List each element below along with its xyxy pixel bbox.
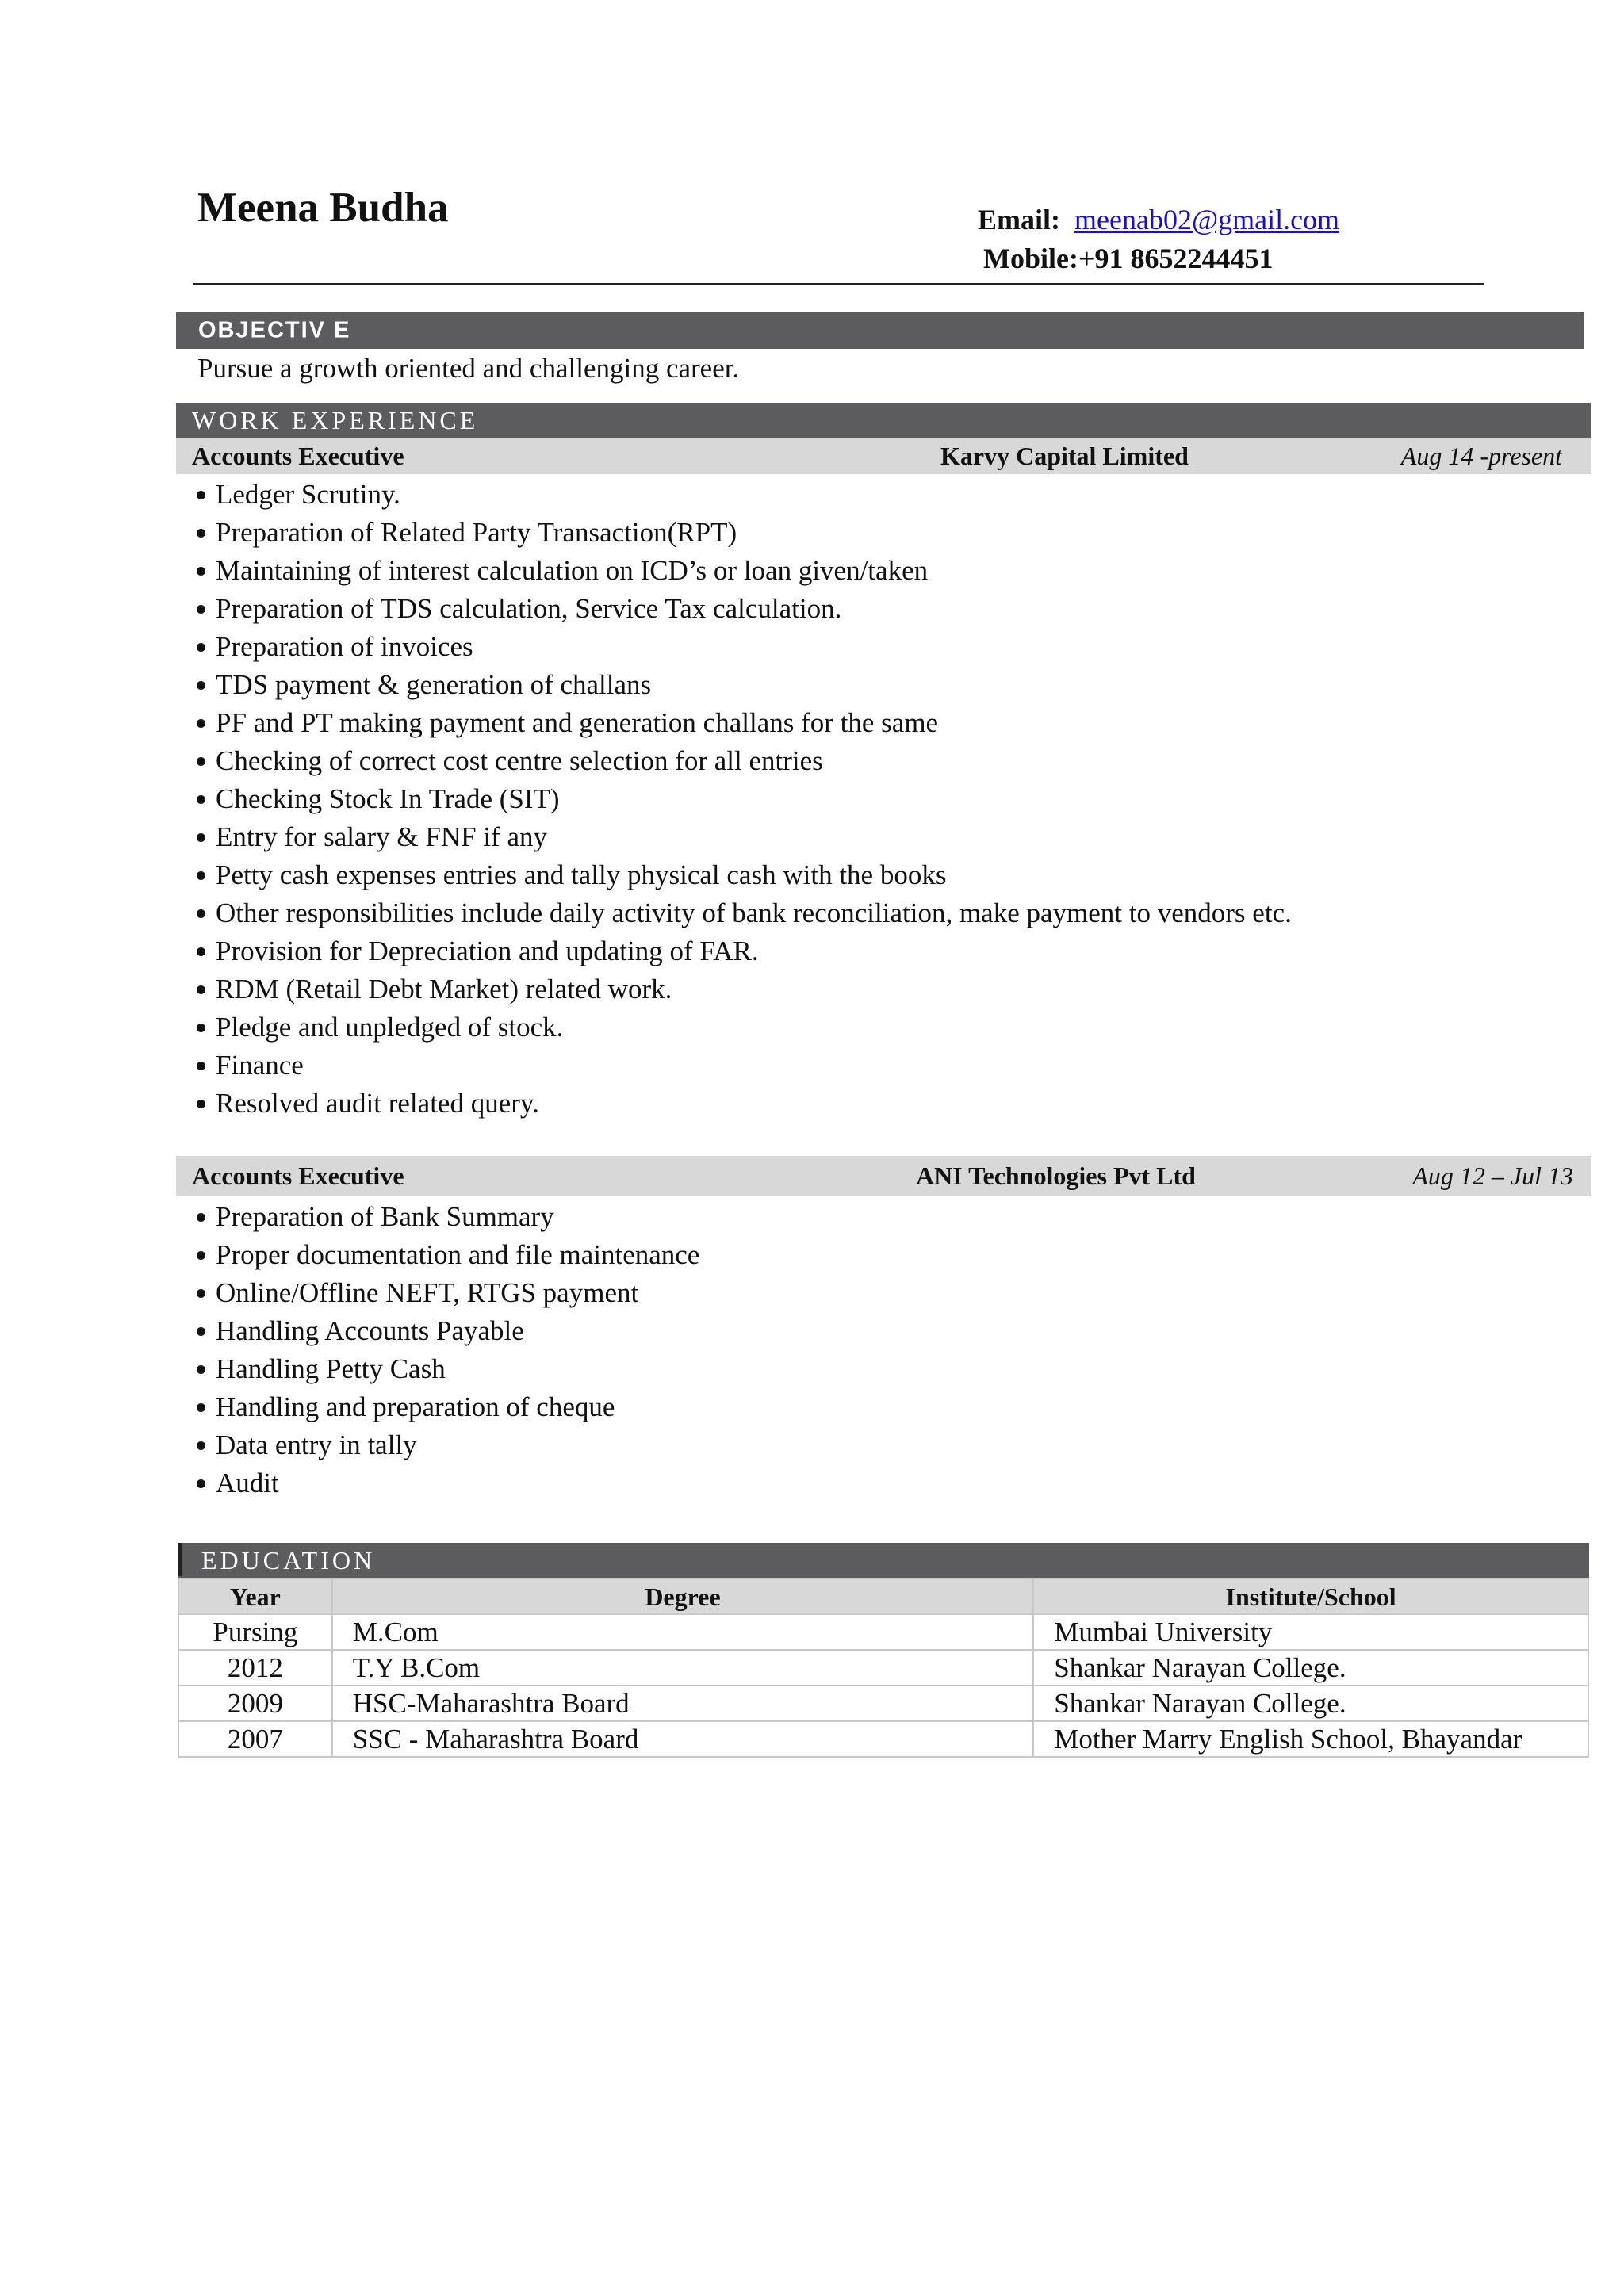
list-item bbox=[195, 1350, 699, 1388]
job-1-responsibilities bbox=[195, 476, 1292, 1123]
table-row bbox=[178, 1614, 1588, 1650]
email-link[interactable]: meenab02@gmail.com bbox=[1074, 204, 1340, 235]
bullet-icon bbox=[197, 567, 205, 576]
institute-cell: Shankar Narayan College. bbox=[1033, 1686, 1588, 1721]
email-line bbox=[978, 205, 1339, 234]
list-item bbox=[195, 1426, 699, 1464]
list-item bbox=[195, 704, 1292, 742]
job-2-responsibilities bbox=[195, 1198, 699, 1502]
degree-cell: HSC-Maharashtra Board bbox=[332, 1686, 1034, 1721]
list-item bbox=[195, 742, 1292, 780]
list-item-text: Provision for Depreciation and updating of FAR. bbox=[216, 936, 759, 966]
list-item bbox=[195, 1274, 699, 1312]
objective-text: Pursue a growth oriented and challenging career. bbox=[197, 353, 740, 384]
bullet-icon bbox=[197, 1327, 205, 1336]
list-item bbox=[195, 1008, 1292, 1047]
list-item-text: Audit bbox=[216, 1468, 279, 1498]
list-item bbox=[195, 628, 1292, 666]
list-item bbox=[195, 1198, 699, 1236]
list-item-text: Petty cash expenses entries and tally physical cash with the books bbox=[216, 859, 947, 890]
bullet-icon bbox=[197, 1024, 205, 1032]
list-item bbox=[195, 780, 1292, 818]
bullet-icon bbox=[197, 833, 205, 842]
institute-cell: Mumbai University bbox=[1033, 1614, 1588, 1650]
list-item-text: Ledger Scrutiny. bbox=[216, 479, 400, 510]
year-cell: 2009 bbox=[178, 1686, 332, 1721]
job-company: Karvy Capital Limited bbox=[940, 442, 1189, 470]
list-item-text: TDS payment & generation of challans bbox=[216, 669, 652, 700]
bullet-icon bbox=[197, 491, 205, 499]
list-item bbox=[195, 1236, 699, 1274]
mobile-line: Mobile:+91 8652244451 bbox=[983, 243, 1274, 274]
column-header-institute: Institute/School bbox=[1033, 1578, 1588, 1614]
job-title: Accounts Executive bbox=[192, 1161, 404, 1190]
job-header-1 bbox=[176, 438, 1591, 474]
table-row bbox=[178, 1721, 1588, 1757]
education-heading-bar bbox=[178, 1543, 1589, 1578]
bullet-icon bbox=[197, 1100, 205, 1108]
header-divider bbox=[193, 283, 1484, 285]
work-experience-heading-bar bbox=[176, 403, 1591, 438]
list-item-text: Maintaining of interest calculation on ICD’s or loan given/taken bbox=[216, 555, 929, 586]
list-item-text: RDM (Retail Debt Market) related work. bbox=[216, 974, 672, 1004]
bullet-icon bbox=[197, 985, 205, 994]
list-item-text: Data entry in tally bbox=[216, 1429, 417, 1460]
education-table bbox=[178, 1578, 1589, 1758]
objective-heading: OBJECTIV E bbox=[198, 317, 351, 343]
bullet-icon bbox=[197, 1251, 205, 1260]
bullet-icon bbox=[197, 605, 205, 614]
candidate-name: Meena Budha bbox=[197, 185, 449, 231]
institute-cell: Shankar Narayan College. bbox=[1033, 1650, 1588, 1686]
degree-cell: SSC - Maharashtra Board bbox=[332, 1721, 1034, 1757]
list-item bbox=[195, 476, 1292, 514]
list-item bbox=[195, 552, 1292, 590]
list-item-text: Preparation of TDS calculation, Service Tax calculation. bbox=[216, 593, 842, 624]
list-item bbox=[195, 1085, 1292, 1123]
bullet-icon bbox=[197, 757, 205, 766]
list-item-text: PF and PT making payment and generation challans for the same bbox=[216, 707, 939, 738]
list-item bbox=[195, 932, 1292, 970]
email-label: Email: bbox=[978, 204, 1060, 235]
work-experience-heading: WORK EXPERIENCE bbox=[192, 406, 479, 434]
list-item bbox=[195, 1388, 699, 1426]
job-header-2 bbox=[176, 1156, 1591, 1196]
objective-heading-bar bbox=[176, 312, 1584, 349]
list-item-text: Handling Petty Cash bbox=[216, 1353, 446, 1384]
bullet-icon bbox=[197, 909, 205, 918]
job-title: Accounts Executive bbox=[192, 442, 404, 470]
job-dates: Aug 14 -present bbox=[1400, 442, 1562, 470]
bullet-icon bbox=[197, 1403, 205, 1412]
degree-cell: T.Y B.Com bbox=[332, 1650, 1034, 1686]
institute-cell: Mother Marry English School, Bhayandar bbox=[1033, 1721, 1588, 1757]
list-item bbox=[195, 590, 1292, 628]
list-item-text: Entry for salary & FNF if any bbox=[216, 821, 547, 852]
list-item bbox=[195, 856, 1292, 894]
bullet-icon bbox=[197, 871, 205, 880]
bullet-icon bbox=[197, 643, 205, 652]
list-item bbox=[195, 818, 1292, 856]
year-cell: 2012 bbox=[178, 1650, 332, 1686]
list-item-text: Finance bbox=[216, 1050, 304, 1081]
list-item-text: Preparation of invoices bbox=[216, 631, 473, 662]
job-dates: Aug 12 – Jul 13 bbox=[1412, 1161, 1573, 1190]
bullet-icon bbox=[197, 1213, 205, 1222]
bullet-icon bbox=[197, 1062, 205, 1070]
list-item bbox=[195, 970, 1292, 1008]
list-item bbox=[195, 894, 1292, 932]
list-item-text: Checking Stock In Trade (SIT) bbox=[216, 783, 560, 814]
column-header-degree: Degree bbox=[332, 1578, 1034, 1614]
list-item-text: Handling Accounts Payable bbox=[216, 1315, 524, 1346]
bullet-icon bbox=[197, 1479, 205, 1488]
bullet-icon bbox=[197, 947, 205, 956]
list-item-text: Handling and preparation of cheque bbox=[216, 1391, 615, 1422]
column-header-year: Year bbox=[178, 1578, 332, 1614]
list-item bbox=[195, 1464, 699, 1502]
list-item-text: Proper documentation and file maintenance bbox=[216, 1239, 700, 1270]
list-item bbox=[195, 514, 1292, 552]
education-heading: EDUCATION bbox=[201, 1546, 376, 1575]
year-cell: Pursing bbox=[178, 1614, 332, 1650]
list-item bbox=[195, 1312, 699, 1350]
education-table-header bbox=[178, 1578, 1588, 1614]
year-cell: 2007 bbox=[178, 1721, 332, 1757]
list-item bbox=[195, 666, 1292, 704]
bullet-icon bbox=[197, 719, 205, 728]
list-item-text: Resolved audit related query. bbox=[216, 1088, 539, 1119]
bullet-icon bbox=[197, 1441, 205, 1450]
list-item-text: Preparation of Bank Summary bbox=[216, 1201, 554, 1232]
table-row bbox=[178, 1650, 1588, 1686]
bullet-icon bbox=[197, 1365, 205, 1374]
bullet-icon bbox=[197, 795, 205, 804]
job-company: ANI Technologies Pvt Ltd bbox=[916, 1161, 1196, 1190]
list-item-text: Preparation of Related Party Transaction(RPT) bbox=[216, 517, 737, 548]
bullet-icon bbox=[197, 529, 205, 538]
table-row bbox=[178, 1686, 1588, 1721]
list-item-text: Online/Offline NEFT, RTGS payment bbox=[216, 1277, 639, 1308]
list-item-text: Other responsibilities include daily activity of bank reconciliation, make payment to vendors etc. bbox=[216, 897, 1292, 928]
bullet-icon bbox=[197, 681, 205, 690]
list-item-text: Checking of correct cost centre selection for all entries bbox=[216, 745, 823, 776]
list-item bbox=[195, 1047, 1292, 1085]
education-heading-accent bbox=[178, 1543, 182, 1576]
bullet-icon bbox=[197, 1289, 205, 1298]
list-item-text: Pledge and unpledged of stock. bbox=[216, 1012, 564, 1043]
degree-cell: M.Com bbox=[332, 1614, 1034, 1650]
